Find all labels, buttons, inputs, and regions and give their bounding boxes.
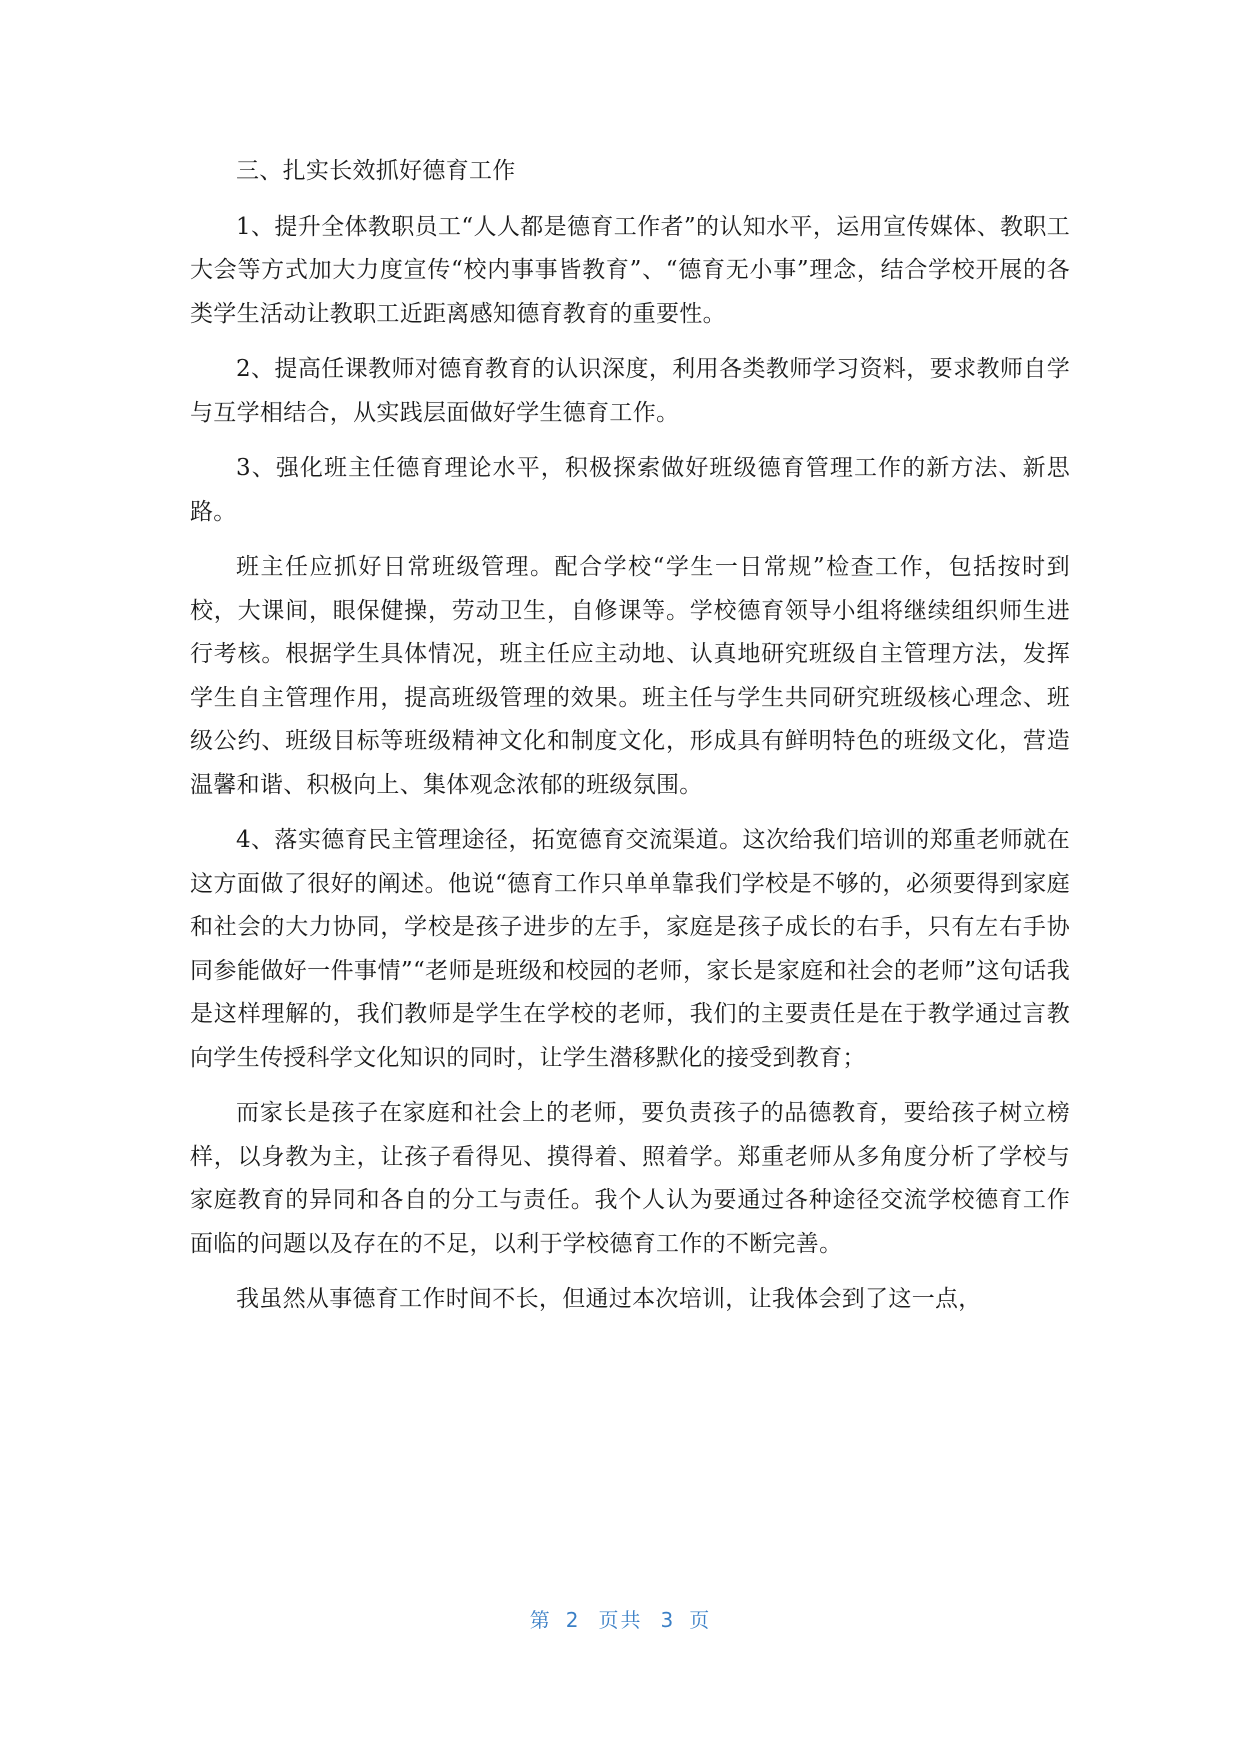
- paragraph-item-1: 1、提升全体教职员工“人人都是德育工作者”的认知水平，运用宣传媒体、教职工大会等方式加大力度宣传“校内事事皆教育”、“德育无小事”理念，结合学校开展的各类学生活动让教职工近距离感知德育教育的重要性。: [190, 213, 1070, 327]
- footer-suffix: 页: [689, 1608, 712, 1632]
- document-body: [190, 150, 1070, 1322]
- paragraph-item-4: 4、落实德育民主管理途径，拓宽德育交流渠道。这次给我们培训的郑重老师就在这方面做了很好的阐述。他说“德育工作只单单靠我们学校是不够的，必须要得到家庭和社会的大力协同，学校是孩子进步的左手，家庭是孩子成长的右手，只有左右手协同参能做好一件事情”“老师是班级和校园的老师，家长是家庭和社会的老师”这句话我是这样理解的，我们教师是学生在学校的老师，我们的主要责任是在于教学通过言教向学生传授科学文化知识的同时，让学生潜移默化的接受到教育；: [190, 827, 1070, 1071]
- footer-prefix: 第: [529, 1608, 552, 1632]
- page-footer: [0, 1604, 1241, 1633]
- section-heading: 三、扎实长效抓好德育工作: [236, 158, 516, 184]
- paragraph-class-management: 班主任应抓好日常班级管理。配合学校“学生一日常规”检查工作，包括按时到校，大课间，眼保健操，劳动卫生，自修课等。学校德育领导小组将继续组织师生进行考核。根据学生具体情况，班主任应主动地、认真地研究班级自主管理方法，发挥学生自主管理作用，提高班级管理的效果。班主任与学生共同研究班级核心理念、班级公约、班级目标等班级精神文化和制度文化，形成具有鲜明特色的班级文化，营造温馨和谐、积极向上、集体观念浓郁的班级氛围。: [190, 554, 1070, 798]
- paragraph-item-3: 3、强化班主任德育理论水平，积极探索做好班级德育管理工作的新方法、新思路。: [190, 455, 1070, 525]
- paragraph-item-2: 2、提高任课教师对德育教育的认识深度，利用各类教师学习资料，要求教师自学与互学相结合，从实践层面做好学生德育工作。: [190, 356, 1070, 426]
- footer-middle: 页共: [598, 1608, 643, 1632]
- paragraph-parents: 而家长是孩子在家庭和社会上的老师，要负责孩子的品德教育，要给孩子树立榜样，以身教为主，让孩子看得见、摸得着、照着学。郑重老师从多角度分析了学校与家庭教育的异同和各自的分工与责任。我个人认为要通过各种途径交流学校德育工作面临的问题以及存在的不足，以利于学校德育工作的不断完善。: [190, 1100, 1070, 1257]
- current-page-number: 2: [565, 1608, 581, 1632]
- total-pages-number: 3: [660, 1608, 676, 1632]
- paragraph-closing: 我虽然从事德育工作时间不长，但通过本次培训，让我体会到了这一点，: [236, 1286, 982, 1312]
